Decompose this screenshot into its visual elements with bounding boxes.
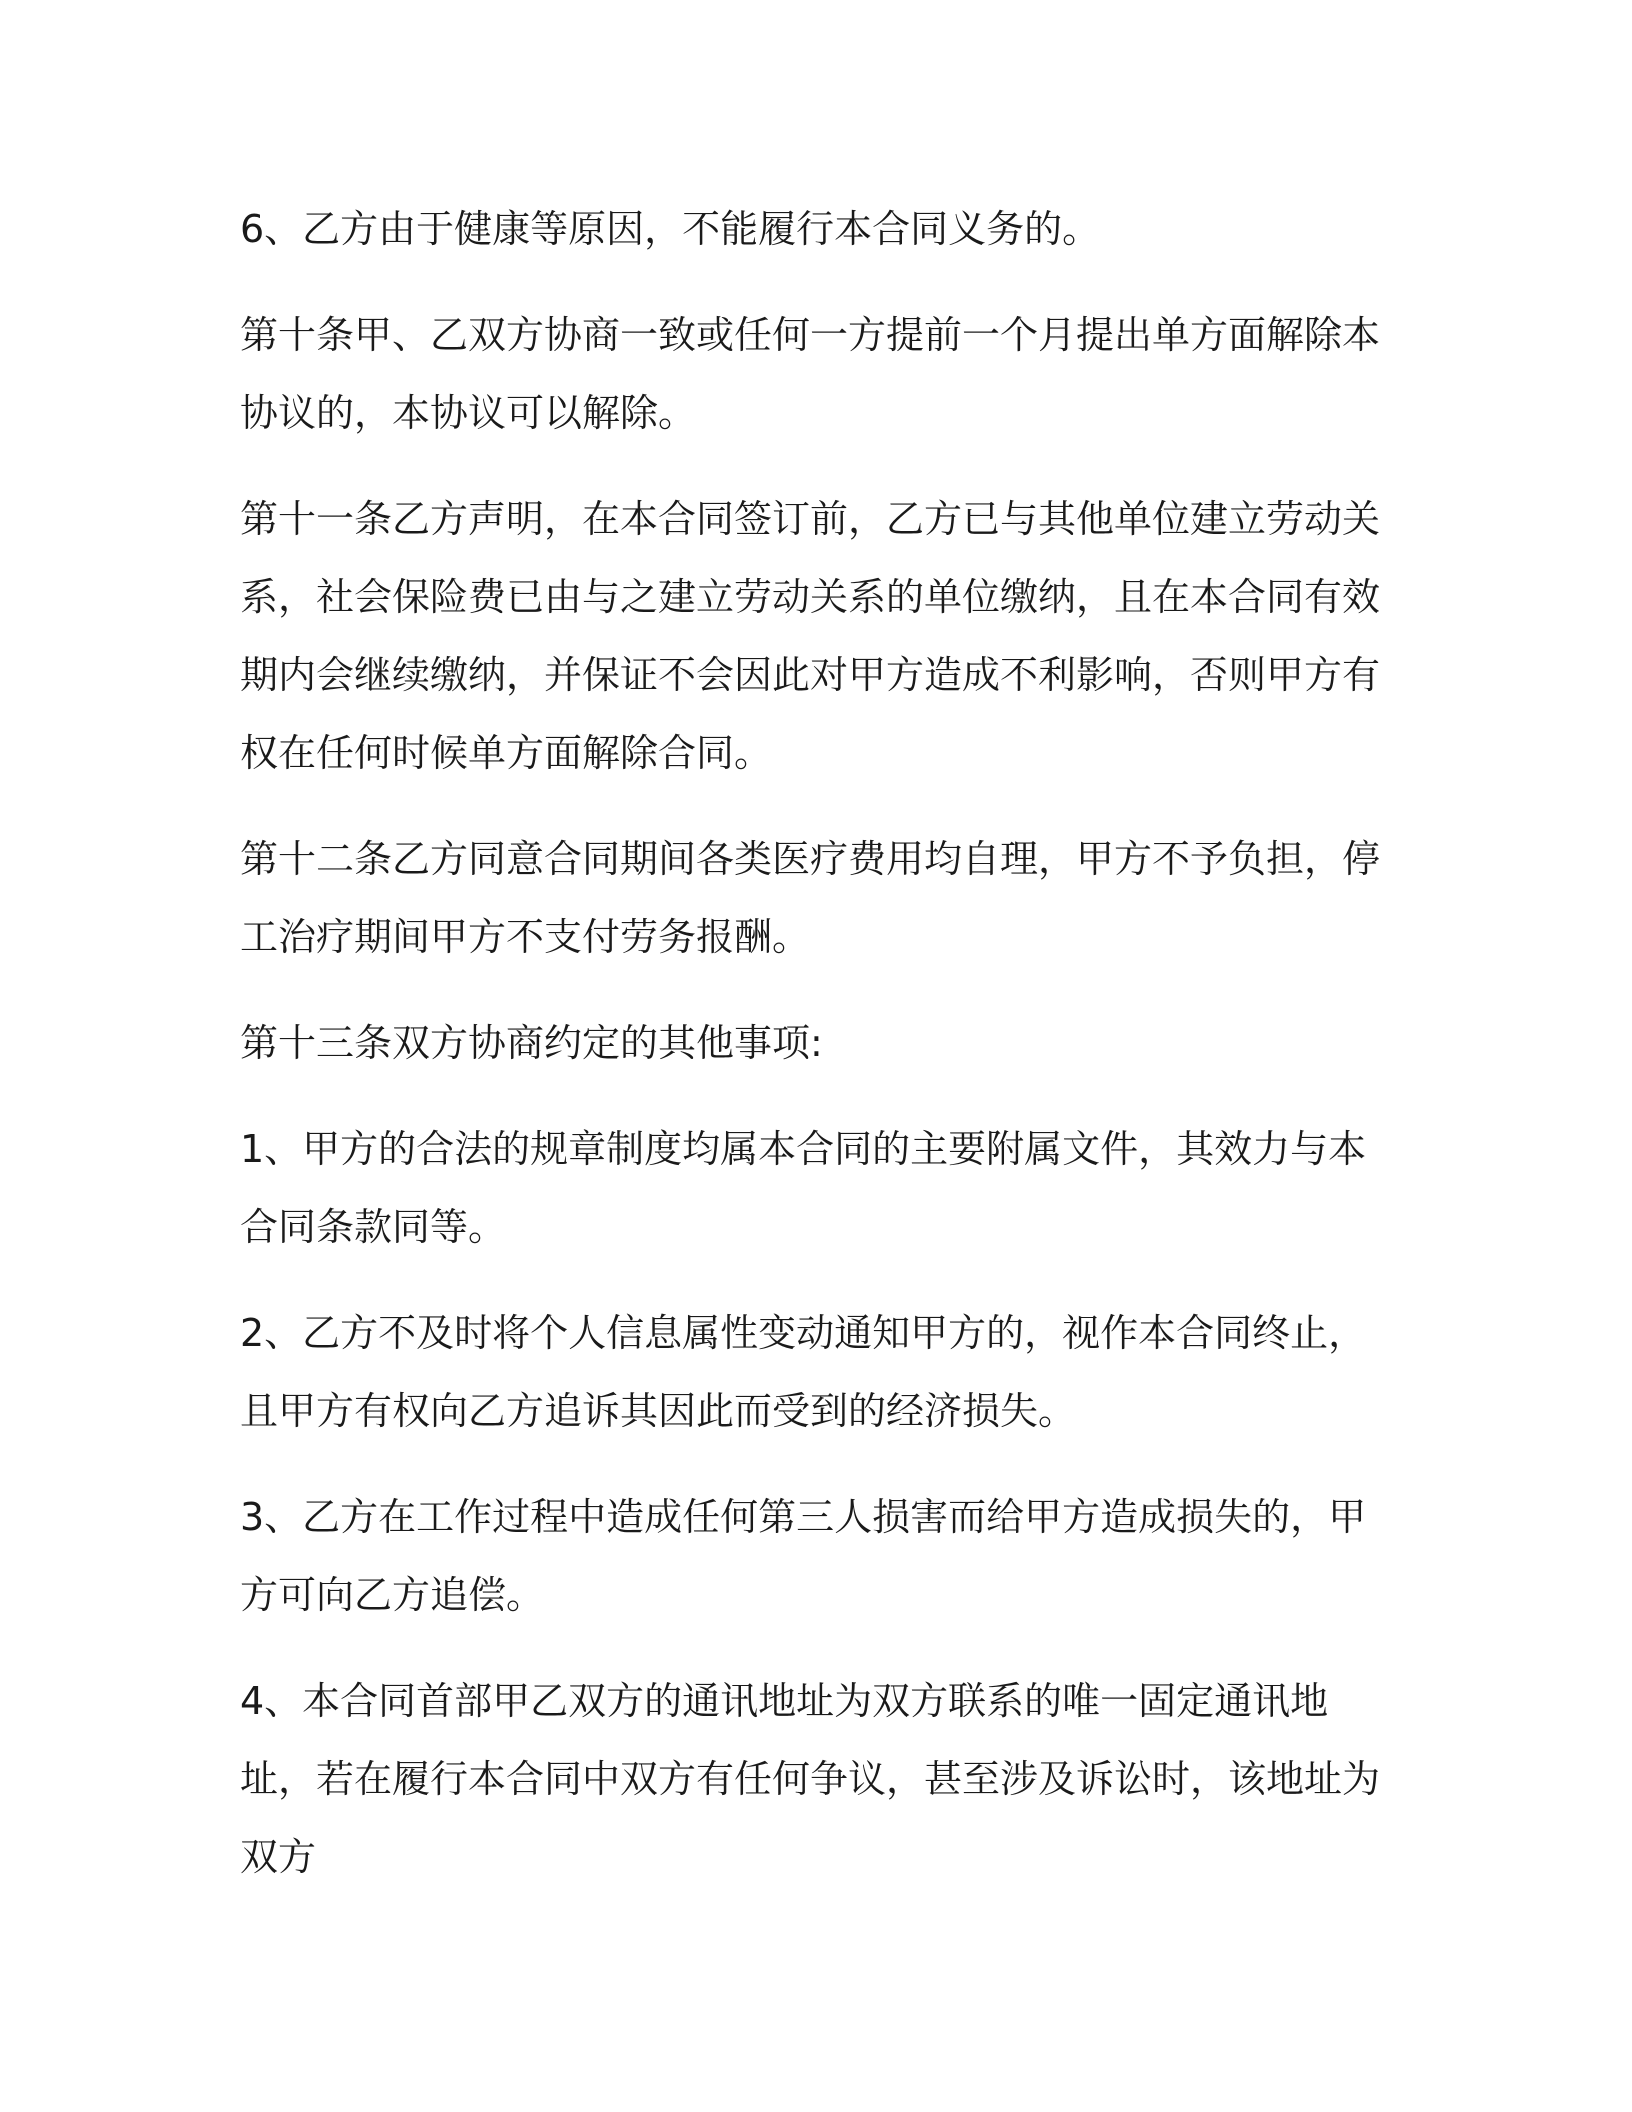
document-body — [240, 190, 1400, 1924]
article-12-paragraph: 第十二条乙方同意合同期间各类医疗费用均自理，甲方不予负担，停工治疗期间甲方不支付劳务报酬。 — [240, 837, 1381, 959]
article-11-paragraph: 第十一条乙方声明，在本合同签订前，乙方已与其他单位建立劳动关系，社会保险费已由与之建立劳动关系的单位缴纳，且在本合同有效期内会继续缴纳，并保证不会因此对甲方造成不利影响，否则甲方有权在任何时候单方面解除合同。 — [240, 497, 1381, 775]
article-10-paragraph: 第十条甲、乙双方协商一致或任何一方提前一个月提出单方面解除本协议的，本协议可以解除。 — [240, 313, 1381, 435]
paragraph-item-1: 1、甲方的合法的规章制度均属本合同的主要附属文件，其效力与本合同条款同等。 — [240, 1127, 1367, 1249]
paragraph-item-2: 2、乙方不及时将个人信息属性变动通知甲方的，视作本合同终止，且甲方有权向乙方追诉其因此而受到的经济损失。 — [240, 1311, 1367, 1433]
article-13-heading: 第十三条双方协商约定的其他事项: — [240, 1021, 823, 1065]
paragraph-item-3: 3、乙方在工作过程中造成任何第三人损害而给甲方造成损失的，甲方可向乙方追偿。 — [240, 1495, 1367, 1617]
paragraph-item-4: 4、本合同首部甲乙双方的通讯地址为双方联系的唯一固定通讯地址，若在履行本合同中双方有任何争议，甚至涉及诉讼时，该地址为双方 — [240, 1679, 1381, 1879]
paragraph-item-6: 6、乙方由于健康等原因，不能履行本合同义务的。 — [240, 207, 1101, 251]
